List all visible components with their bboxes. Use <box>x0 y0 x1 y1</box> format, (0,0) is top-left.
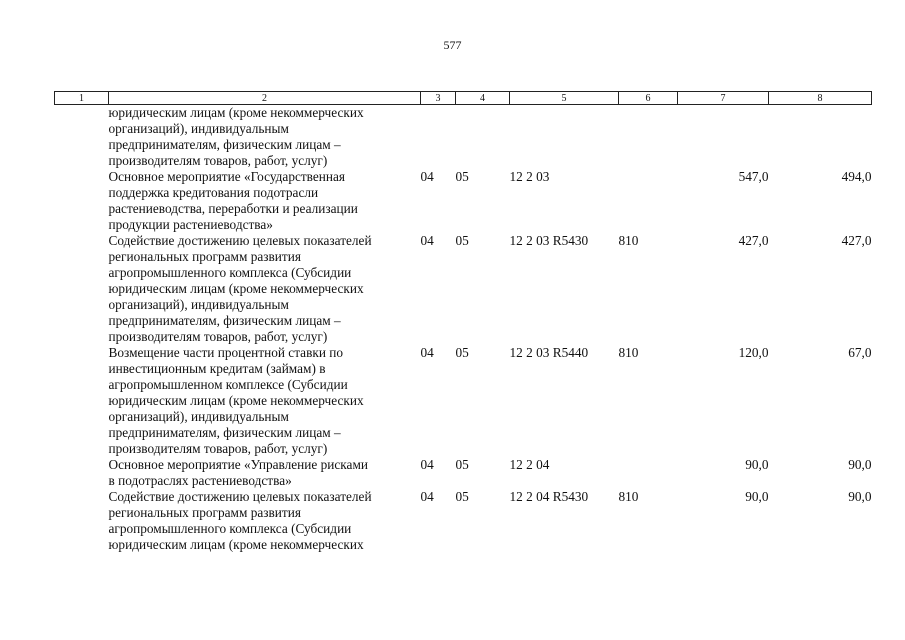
expense-type-code: 810 <box>618 489 639 504</box>
amount-col-8: 90,0 <box>848 489 872 504</box>
target-article-code: 12 2 03 R5440 <box>509 345 589 360</box>
subsection-code: 05 <box>455 169 469 184</box>
expense-type-code <box>619 169 678 233</box>
amount-col-8: 427,0 <box>841 233 872 248</box>
target-article-code <box>510 105 619 170</box>
header-col-5: 5 <box>510 92 619 105</box>
amount-col-8: 90,0 <box>848 457 872 472</box>
table-row <box>55 233 872 345</box>
amount-col-8: 494,0 <box>841 169 872 184</box>
item-name: Основное мероприятие «Государственная поддержка кредитования подотрасли растениеводства, переработки и реализации продукции растениеводства» <box>108 169 358 232</box>
expense-type-code: 810 <box>618 345 639 360</box>
subsection-code: 05 <box>455 233 469 248</box>
item-name: Содействие достижению целевых показателей региональных программ развития агропромышленного комплекса (Субсидии юридическим лицам (кроме некоммерческих <box>108 489 372 552</box>
item-name: Возмещение части процентной ставки по инвестиционным кредитам (займам) в агропромышленном комплексе (Субсидии юридическим лицам (кроме некоммерческих организаций), индивидуальным предпринимателям, физическим лицам – производителям товаров, работ, услуг) <box>108 345 364 456</box>
section-code: 04 <box>420 345 434 360</box>
header-row <box>55 92 872 105</box>
item-name: Содействие достижению целевых показателей региональных программ развития агропромышленного комплекса (Субсидии юридическим лицам (кроме некоммерческих организаций), индивидуальным предпринимателям, физическим лицам – производителям товаров, работ, услуг) <box>108 233 372 344</box>
section-code: 04 <box>420 457 434 472</box>
table-row <box>55 345 872 457</box>
target-article-code: 12 2 04 R5430 <box>509 489 589 504</box>
amount-col-8 <box>769 105 872 170</box>
amount-col-7: 547,0 <box>738 169 769 184</box>
subsection-code: 05 <box>455 345 469 360</box>
table-row <box>55 105 872 170</box>
target-article-code: 12 2 04 <box>509 457 550 472</box>
section-code <box>421 105 456 170</box>
row-number-cell <box>55 489 109 553</box>
budget-table <box>54 91 872 553</box>
header-col-6: 6 <box>619 92 678 105</box>
target-article-code: 12 2 03 <box>509 169 550 184</box>
header-col-3: 3 <box>421 92 456 105</box>
page-number: 577 <box>443 38 462 52</box>
item-name: юридическим лицам (кроме некоммерческих организаций), индивидуальным предпринимателям, физическим лицам – производителям товаров, работ, услуг) <box>108 105 364 168</box>
header-col-7: 7 <box>678 92 769 105</box>
header-col-4: 4 <box>456 92 510 105</box>
target-article-code: 12 2 03 R5430 <box>509 233 589 248</box>
row-number-cell <box>55 233 109 345</box>
amount-col-7 <box>678 105 769 170</box>
subsection-code: 05 <box>455 489 469 504</box>
header-col-8: 8 <box>769 92 872 105</box>
subsection-code <box>456 105 510 170</box>
row-number-cell <box>55 457 109 489</box>
subsection-code: 05 <box>455 457 469 472</box>
amount-col-7: 120,0 <box>738 345 769 360</box>
table-row <box>55 169 872 233</box>
expense-type-code: 810 <box>618 233 639 248</box>
header-col-2: 2 <box>109 92 421 105</box>
row-number-cell <box>55 105 109 170</box>
amount-col-7: 90,0 <box>745 489 769 504</box>
section-code: 04 <box>420 489 434 504</box>
section-code: 04 <box>420 233 434 248</box>
row-number-cell <box>55 345 109 457</box>
expense-type-code <box>619 105 678 170</box>
row-number-cell <box>55 169 109 233</box>
amount-col-7: 90,0 <box>745 457 769 472</box>
section-code: 04 <box>420 169 434 184</box>
table-row <box>55 457 872 489</box>
amount-col-8: 67,0 <box>848 345 872 360</box>
table-row <box>55 489 872 553</box>
item-name: Основное мероприятие «Управление рисками в подотраслях растениеводства» <box>108 457 368 488</box>
expense-type-code <box>619 457 678 489</box>
header-col-1: 1 <box>55 92 109 105</box>
amount-col-7: 427,0 <box>738 233 769 248</box>
